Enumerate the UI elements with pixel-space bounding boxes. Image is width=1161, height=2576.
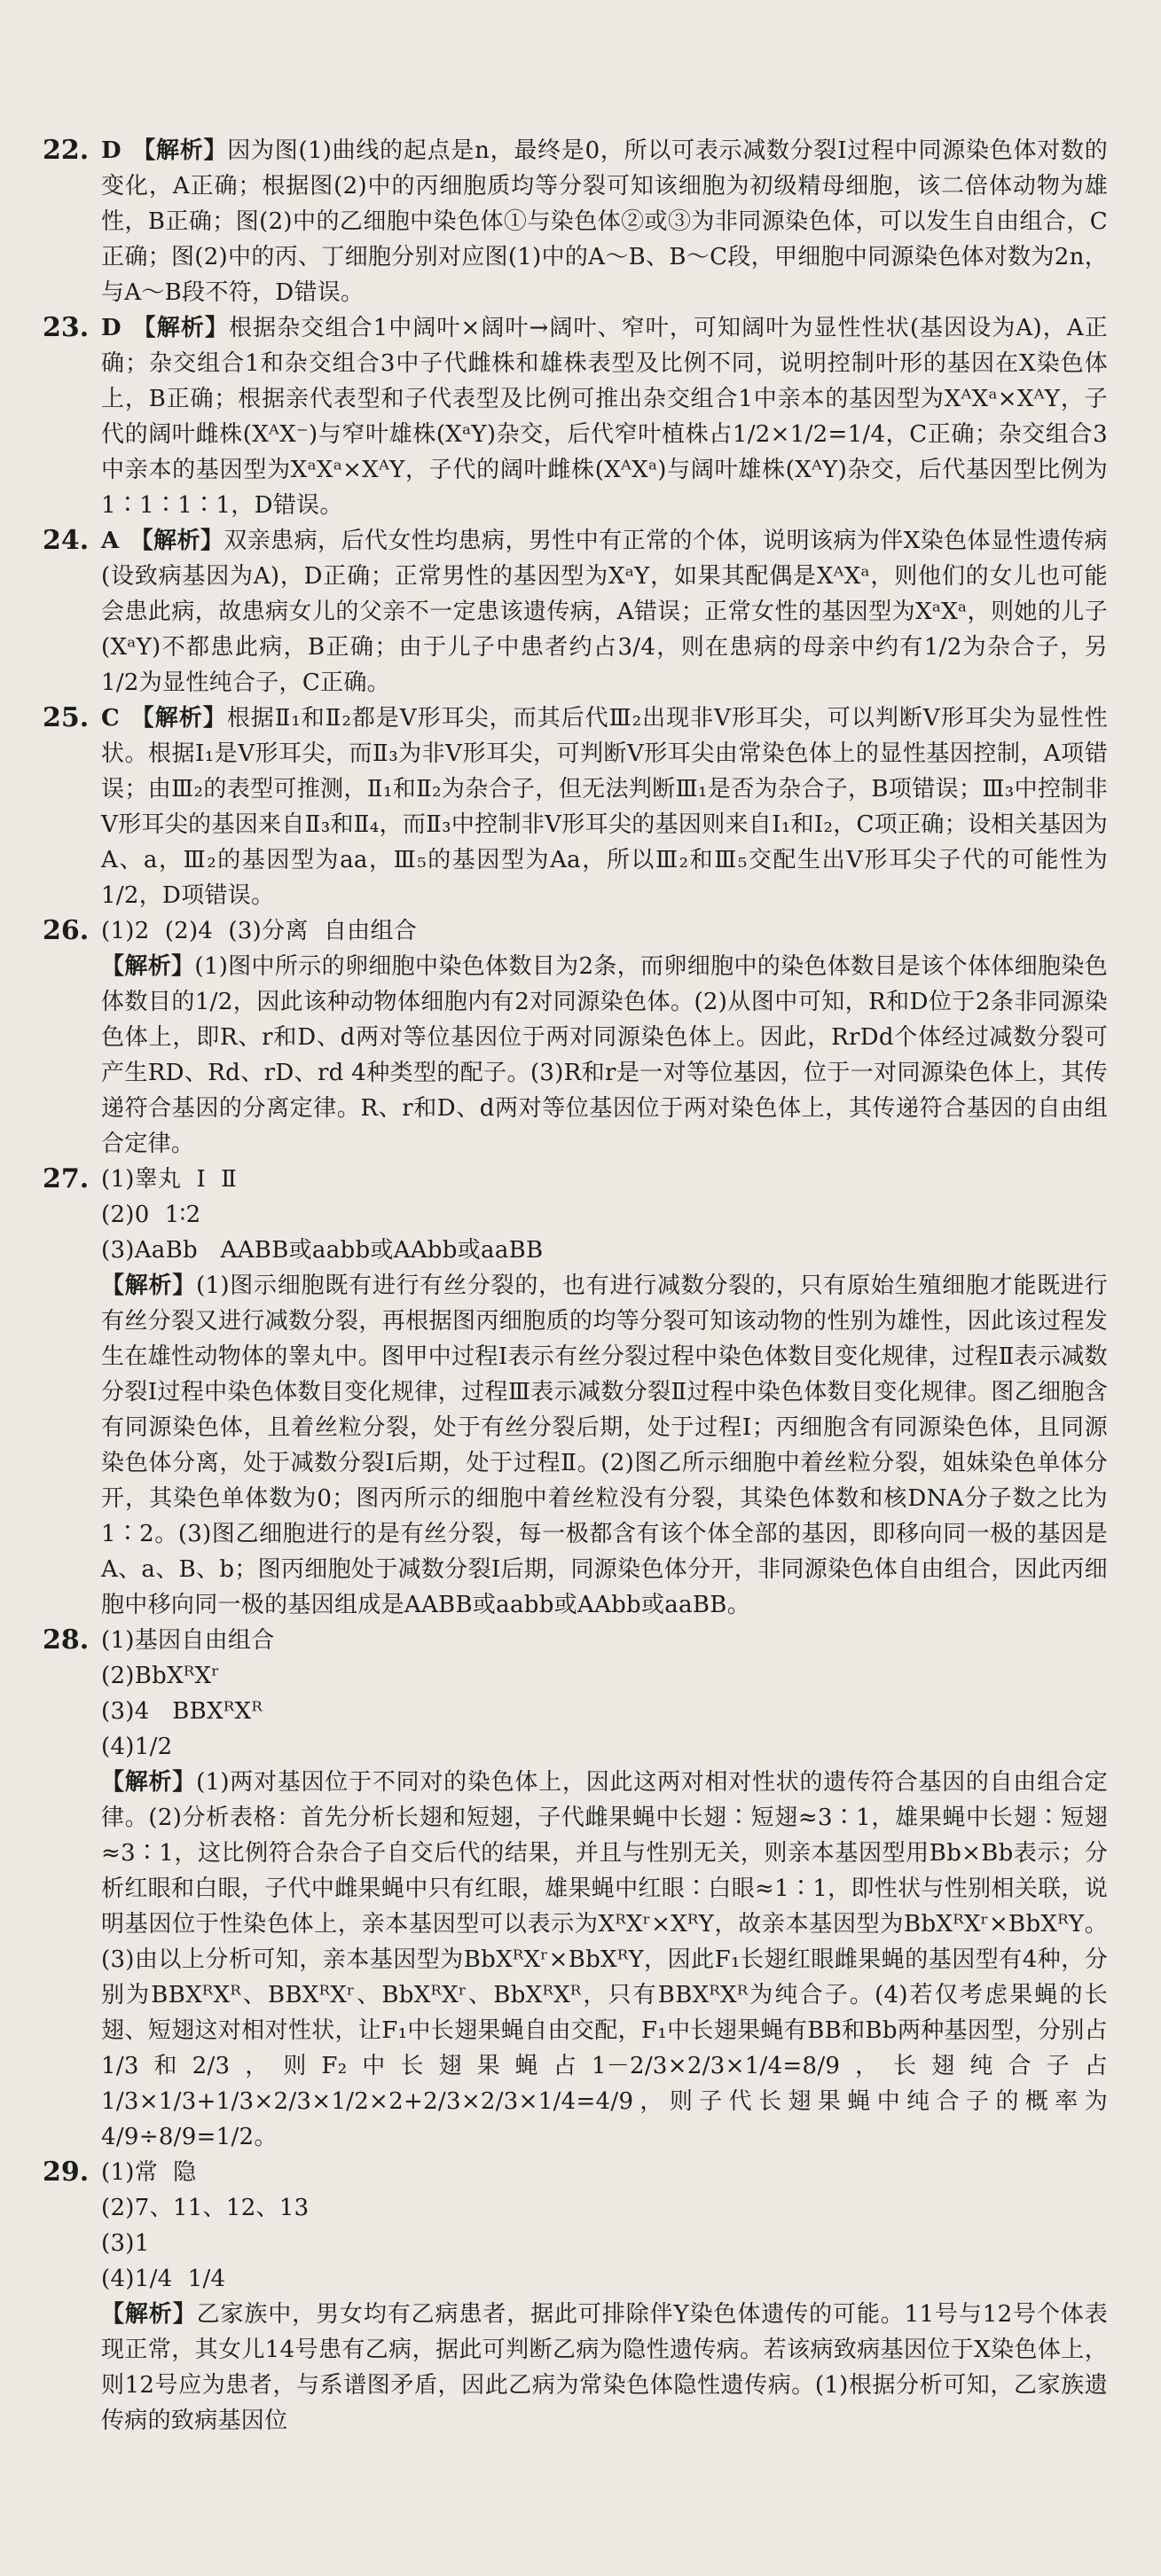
explanation-paragraph: [101, 1765, 1108, 2155]
answer-line: (1)睾丸 Ⅰ Ⅱ: [101, 1166, 238, 1193]
analysis-tag: 【解析】: [131, 137, 228, 164]
answer-line: (1)2 (2)4 (3)分离 自由组合: [101, 918, 418, 944]
answer-line: (3)AaBb AABB或aabb或AAbb或aaBB: [101, 1237, 544, 1264]
explanation: [101, 913, 1108, 1162]
analysis-tag: 【解析】: [101, 1769, 197, 1796]
explanation: [101, 701, 1108, 913]
question-number: 29.: [43, 2157, 90, 2188]
explanation: [101, 310, 1108, 523]
answer-item-23: [43, 310, 1108, 523]
answer-item-22: [43, 133, 1108, 310]
answer-item-28: [43, 1623, 1108, 2155]
answer-line: (2)BbXᴿXʳ: [101, 1663, 220, 1689]
answer-item-26: [43, 913, 1108, 1162]
answer-item-27: [43, 1162, 1108, 1623]
explanation-text: (1)两对基因位于不同对的染色体上，因此这两对相对性状的遗传符合基因的自由组合定律。(2)分析表格：首先分析长翅和短翅，子代雌果蝇中长翅∶短翅≈3∶1，雄果蝇中长翅∶短翅≈3∶1，这比例符合杂合子自交后代的结果，并且与性别无关，则亲本基因型用Bb×Bb表示；分析红眼和白眼，子代中雌果蝇中只有红眼，雄果蝇中红眼∶白眼≈1∶1，即性状与性别相关联，说明基因位于性染色体上，亲本基因型可以表示为XᴿXʳ×XᴿY，故亲本基因型为BbXᴿXʳ×BbXᴿY。(3)由以上分析可知，亲本基因型为BbXᴿXʳ×BbXᴿY，因此F₁长翅红眼雌果蝇的基因型有4种，分别为BBXᴿXᴿ、BBXᴿXʳ、BbXᴿXʳ、BbXᴿXᴿ，只有BBXᴿXᴿ为纯合子。(4)若仅考虑果蝇的长翅、短翅这对相对性状，让F₁中长翅果蝇自由交配，F₁中长翅果蝇有BB和Bb两种基因型，分别占1/3和2/3，则F₂中长翅果蝇占1－2/3×2/3×1/4=8/9，长翅纯合子占1/3×1/3+1/3×2/3×1/2×2+2/3×2/3×1/4=4/9，则子代长翅果蝇中纯合子的概率为4/9÷8/9=1/2。: [101, 1769, 1108, 2150]
question-number: 27.: [43, 1163, 90, 1194]
answer-line: (3)4 BBXᴿXᴿ: [101, 1698, 263, 1725]
analysis-tag: 【解析】: [101, 953, 195, 980]
explanation: [101, 1623, 1108, 2155]
explanation-text: 根据杂交组合1中阔叶×阔叶→阔叶、窄叶，可知阔叶为显性性状(基因设为A)，A正确；杂交组合1和杂交组合3中子代雌株和雄株表型及比例不同，说明控制叶形的基因在X染色体上，B正确；根据亲代表型和子代表型及比例可推出杂交组合1中亲本的基因型为XᴬXᵃ×XᴬY，子代的阔叶雌株(XᴬX⁻)与窄叶雄株(XᵃY)杂交，后代窄叶植株占1/2×1/2=1/4，C正确；杂交组合3中亲本的基因型为XᵃXᵃ×XᴬY，子代的阔叶雌株(XᴬXᵃ)与阔叶雄株(XᴬY)杂交，后代基因型比例为1∶1∶1∶1，D错误。: [101, 315, 1109, 519]
explanation-paragraph: [101, 949, 1108, 1162]
analysis-tag: 【解析】: [101, 2301, 197, 2328]
answer-choice: D: [101, 315, 122, 341]
explanation-text: 双亲患病，后代女性均患病，男性中有正常的个体，说明该病为伴X染色体显性遗传病(设致病基因为A)，D正确；正常男性的基因型为XᵃY，如果其配偶是XᴬXᵃ，则他们的女儿也可能会患此病，故患病女儿的父亲不一定患该遗传病，A错误；正常女性的基因型为XᵃXᵃ，则她的儿子(XᵃY)不都患此病，B正确；由于儿子中患者约占3/4，则在患病的母亲中约有1/2为杂合子，另1/2为显性纯合子，C正确。: [101, 528, 1108, 696]
explanation: [101, 133, 1108, 310]
answer-line: (3)1: [101, 2230, 150, 2257]
question-number: 23.: [43, 312, 90, 343]
explanation: [101, 523, 1108, 701]
analysis-tag: 【解析】: [129, 528, 224, 554]
answer-line: (4)1/2: [101, 1734, 173, 1760]
answer-item-25: [43, 701, 1108, 913]
analysis-tag: 【解析】: [131, 315, 230, 341]
question-number: 24.: [43, 525, 90, 556]
answer-item-24: [43, 523, 1108, 701]
answer-line: (2)0 1∶2: [101, 1202, 201, 1228]
explanation-text: 因为图(1)曲线的起点是n，最终是0，所以可表示减数分裂Ⅰ过程中同源染色体对数的变化，A正确；根据图(2)中的丙细胞质均等分裂可知该细胞为初级精母细胞，该二倍体动物为雄性，B正确；图(2)中的乙细胞中染色体①与染色体②或③为非同源染色体，可以发生自由组合，C正确；图(2)中的丙、丁细胞分别对应图(1)中的A～B、B～C段，甲细胞中同源染色体对数为2n，与A～B段不符，D错误。: [101, 137, 1109, 306]
explanation-paragraph: [101, 1268, 1108, 1623]
explanation: [101, 1162, 1108, 1623]
answer-line: (1)常 隐: [101, 2159, 197, 2186]
answer-line: (1)基因自由组合: [101, 1627, 275, 1654]
analysis-tag: 【解析】: [130, 705, 227, 732]
answer-item-29: [43, 2155, 1108, 2439]
explanation-paragraph: [101, 2297, 1108, 2439]
answer-line: (4)1/4 1/4: [101, 2266, 226, 2292]
question-number: 28.: [43, 1625, 90, 1656]
answer-choice: C: [101, 705, 120, 732]
question-number: 26.: [43, 915, 90, 946]
explanation-text: 乙家族中，男女均有乙病患者，据此可排除伴Y染色体遗传的可能。11号与12号个体表现正常，其女儿14号患有乙病，据此可判断乙病为隐性遗传病。若该病致病基因位于X染色体上，则12号应为患者，与系谱图矛盾，因此乙病为常染色体隐性遗传病。(1)根据分析可知，乙家族遗传病的致病基因位: [101, 2301, 1108, 2434]
explanation-text: (1)图示细胞既有进行有丝分裂的，也有进行减数分裂的，只有原始生殖细胞才能既进行有丝分裂又进行减数分裂，再根据图丙细胞质的均等分裂可知该动物的性别为雄性，因此该过程发生在雄性动物体的睾丸中。图甲中过程Ⅰ表示有丝分裂过程中染色体数目变化规律，过程Ⅱ表示减数分裂Ⅰ过程中染色体数目变化规律，过程Ⅲ表示减数分裂Ⅱ过程中染色体数目变化规律。图乙细胞含有同源染色体，且着丝粒分裂，处于有丝分裂后期，处于过程Ⅰ；丙细胞含有同源染色体，且同源染色体分离，处于减数分裂Ⅰ后期，处于过程Ⅱ。(2)图乙所示细胞中着丝粒分裂，姐妹染色单体分开，其染色单体数为0；图丙所示的细胞中着丝粒没有分裂，其染色体数和核DNA分子数之比为1∶2。(3)图乙细胞进行的是有丝分裂，每一极都含有该个体全部的基因，即移向同一极的基因是A、a、B、b；图丙细胞处于减数分裂Ⅰ后期，同源染色体分开，非同源染色体自由组合，因此丙细胞中移向同一极的基因组成是AABB或aabb或AAbb或aaBB。: [101, 1272, 1108, 1618]
explanation-text: 根据Ⅱ₁和Ⅱ₂都是V形耳尖，而其后代Ⅲ₂出现非V形耳尖，可以判断V形耳尖为显性性状。根据Ⅰ₁是V形耳尖，而Ⅱ₃为非V形耳尖，可判断V形耳尖由常染色体上的显性基因控制，A项错误；由Ⅲ₂的表型可推测，Ⅱ₁和Ⅱ₂为杂合子，但无法判断Ⅲ₁是否为杂合子，B项错误；Ⅲ₃中控制非V形耳尖的基因来自Ⅱ₃和Ⅱ₄，而Ⅱ₃中控制非V形耳尖的基因则来自Ⅰ₁和Ⅰ₂，C项正确；设相关基因为A、a，Ⅲ₂的基因型为aa，Ⅲ₅的基因型为Aa，所以Ⅲ₂和Ⅲ₅交配生出V形耳尖子代的可能性为1/2，D项错误。: [101, 705, 1109, 909]
analysis-tag: 【解析】: [101, 1272, 197, 1299]
answer-line: (2)7、11、12、13: [101, 2195, 310, 2221]
answer-choice: D: [101, 137, 122, 164]
explanation: [101, 2155, 1108, 2439]
explanation-text: (1)图中所示的卵细胞中染色体数目为2条，而卵细胞中的染色体数目是该个体体细胞染色体数目的1/2，因此该种动物体细胞内有2对同源染色体。(2)从图中可知，R和D位于2条非同源染色体上，即R、r和D、d两对等位基因位于两对同源染色体上。因此，RrDd个体经过减数分裂可产生RD、Rd、rD、rd 4种类型的配子。(3)R和r是一对等位基因，位于一对同源染色体上，其传递符合基因的分离定律。R、r和D、d两对等位基因位于两对染色体上，其传递符合基因的自由组合定律。: [101, 953, 1109, 1157]
answer-choice: A: [101, 528, 120, 554]
question-number: 22.: [43, 135, 90, 166]
question-number: 25.: [43, 702, 90, 733]
